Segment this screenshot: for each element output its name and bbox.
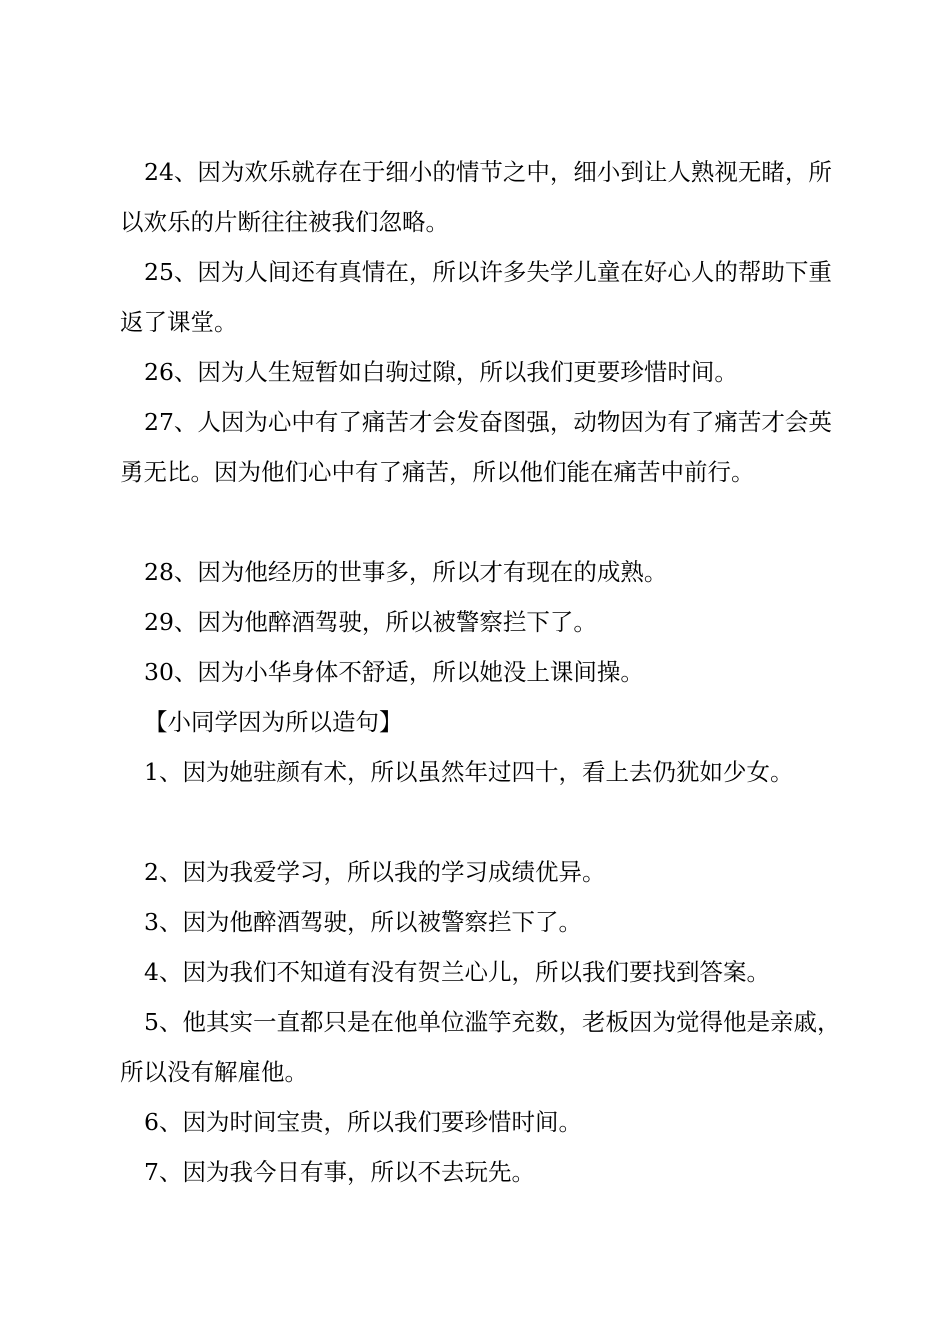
paragraph-28: 28、因为他经历的世事多，所以才有现在的成熟。 — [144, 558, 668, 586]
section-heading: 【小同学因为所以造句】 — [144, 708, 403, 736]
blank-line — [120, 797, 850, 847]
paragraph-1: 1、因为她驻颜有术，所以虽然年过四十，看上去仍犹如少女。 — [144, 758, 794, 786]
paragraph-6: 6、因为时间宝贵，所以我们要珍惜时间。 — [144, 1108, 582, 1136]
paragraph-24: 24、因为欢乐就存在于细小的情节之中，细小到让人熟视无睹，所以欢乐的片断往往被我们忽略。 — [120, 158, 832, 236]
paragraph-30: 30、因为小华身体不舒适，所以她没上课间操。 — [144, 658, 644, 686]
paragraph-4: 4、因为我们不知道有没有贺兰心儿，所以我们要找到答案。 — [144, 958, 770, 986]
document-body — [120, 147, 850, 1197]
paragraph-7: 7、因为我今日有事，所以不去玩先。 — [144, 1158, 535, 1186]
blank-line — [120, 497, 850, 547]
paragraph-26: 26、因为人生短暂如白驹过隙，所以我们更要珍惜时间。 — [144, 358, 738, 386]
paragraph-2: 2、因为我爱学习，所以我的学习成绩优异。 — [144, 858, 606, 886]
paragraph-3: 3、因为他醉酒驾驶，所以被警察拦下了。 — [144, 908, 582, 936]
paragraph-25: 25、因为人间还有真情在，所以许多失学儿童在好心人的帮助下重返了课堂。 — [120, 258, 832, 336]
paragraph-27: 27、人因为心中有了痛苦才会发奋图强，动物因为有了痛苦才会英勇无比。因为他们心中有了痛苦，所以他们能在痛苦中前行。 — [120, 408, 832, 486]
paragraph-29: 29、因为他醉酒驾驶，所以被警察拦下了。 — [144, 608, 597, 636]
paragraph-5: 5、他其实一直都只是在他单位滥竽充数，老板因为觉得他是亲戚，所以没有解雇他。 — [120, 1008, 841, 1086]
